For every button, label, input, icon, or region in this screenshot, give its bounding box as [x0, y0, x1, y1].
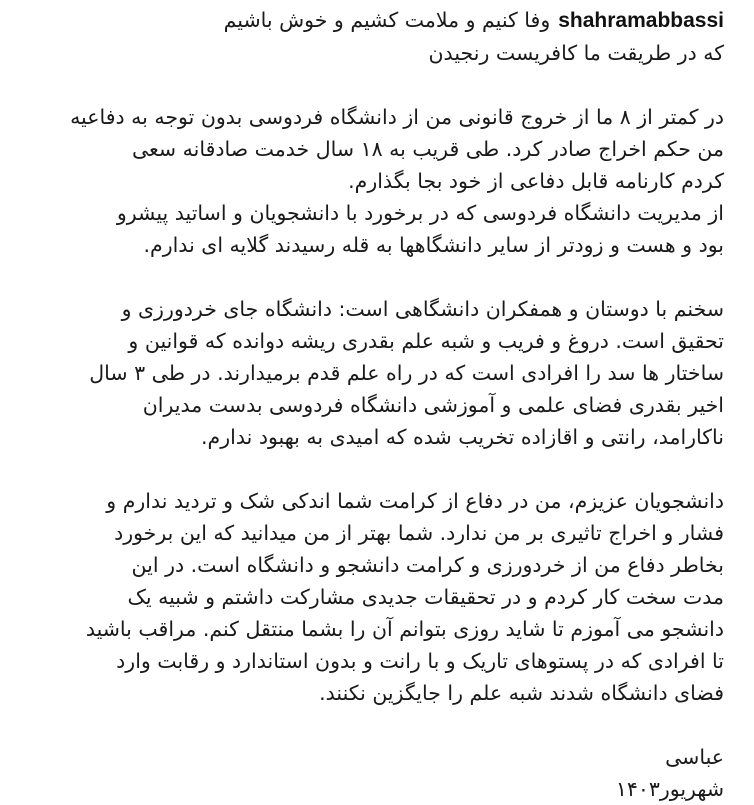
paragraph-line: دانشجو می آموزم تا شاید روزی بتوانم آن را بشما منتقل کنم. مراقب باشید [85, 617, 724, 641]
signature-date: شهریور۱۴۰۳ [615, 777, 724, 801]
paragraph-line: ساختار ها سد را افرادی است که در راه علم قدم برمیدارند. در طی ۳ سال [89, 361, 724, 385]
paragraph-line: مدت سخت کار کردم و در تحقیقات جدیدی مشارکت داشتم و شبیه یک [127, 585, 724, 609]
paragraph-line: دانشجویان عزیزم، من در دفاع از کرامت شما اندکی شک و تردید ندارم و [106, 489, 724, 513]
signature-name: عباسی [665, 745, 724, 769]
paragraph-2 [30, 293, 724, 453]
paragraph-line: فشار و اخراج تاثیری بر من ندارد. شما بهتر از من میدانید که این برخورد [114, 521, 724, 545]
caption-second-line: که در طریقت ما کافریست رنجیدن [428, 41, 724, 65]
paragraph-spacer [30, 453, 724, 485]
paragraph-line: از مدیریت دانشگاه فردوسی که در برخورد با دانشجویان و اساتید پیشرو [116, 201, 724, 225]
paragraph-line: بخاطر دفاع من از خردورزی و کرامت دانشجو و دانشگاه است. در این [131, 553, 724, 577]
paragraph-1 [30, 101, 724, 261]
caption-first-line: وفا کنیم و ملامت کشیم و خوش باشیم [223, 8, 551, 32]
paragraph-line: کردم کارنامه قابل دفاعی از خود بجا بگذارم. [348, 169, 724, 193]
username-link[interactable]: shahramabbassi [558, 9, 724, 32]
paragraph-line: بود و هست و زودتر از سایر دانشگاهها به قله رسیدند گلایه ای ندارم. [143, 233, 724, 257]
caption-header [30, 4, 724, 37]
paragraph-spacer [30, 69, 724, 101]
paragraph-line: اخیر بقدری فضای علمی و آموزشی دانشگاه فردوسی بدست مدیران [142, 393, 724, 417]
paragraph-line: فضای دانشگاه شدند شبه علم را جایگزین نکنند. [319, 681, 724, 705]
paragraph-line: در کمتر از ۸ ما از خروج قانونی من از دانشگاه فردوسی بدون توجه به دفاعیه [70, 105, 724, 129]
paragraph-line: من حکم اخراج صادر کرد. طی قریب به ۱۸ سال خدمت صادقانه سعی [131, 137, 724, 161]
paragraph-spacer [30, 261, 724, 293]
paragraph-line: ناکارامد، رانتی و اقازاده تخریب شده که امیدی به بهبود ندارم. [201, 425, 724, 449]
paragraph-3 [30, 485, 724, 709]
paragraph-line: سخنم با دوستان و همفکران دانشگاهی است: دانشگاه جای خردورزی و [121, 297, 724, 321]
signature-block [30, 741, 724, 805]
paragraph-line: تحقیق است. دروغ و فریب و شبه علم بقدری ریشه دوانده که قوانین و [128, 329, 724, 353]
paragraph-spacer [30, 709, 724, 741]
paragraph-line: تا افرادی که در پستوهای تاریک و با رانت و بدون استاندارد و رقابت وارد [116, 649, 724, 673]
